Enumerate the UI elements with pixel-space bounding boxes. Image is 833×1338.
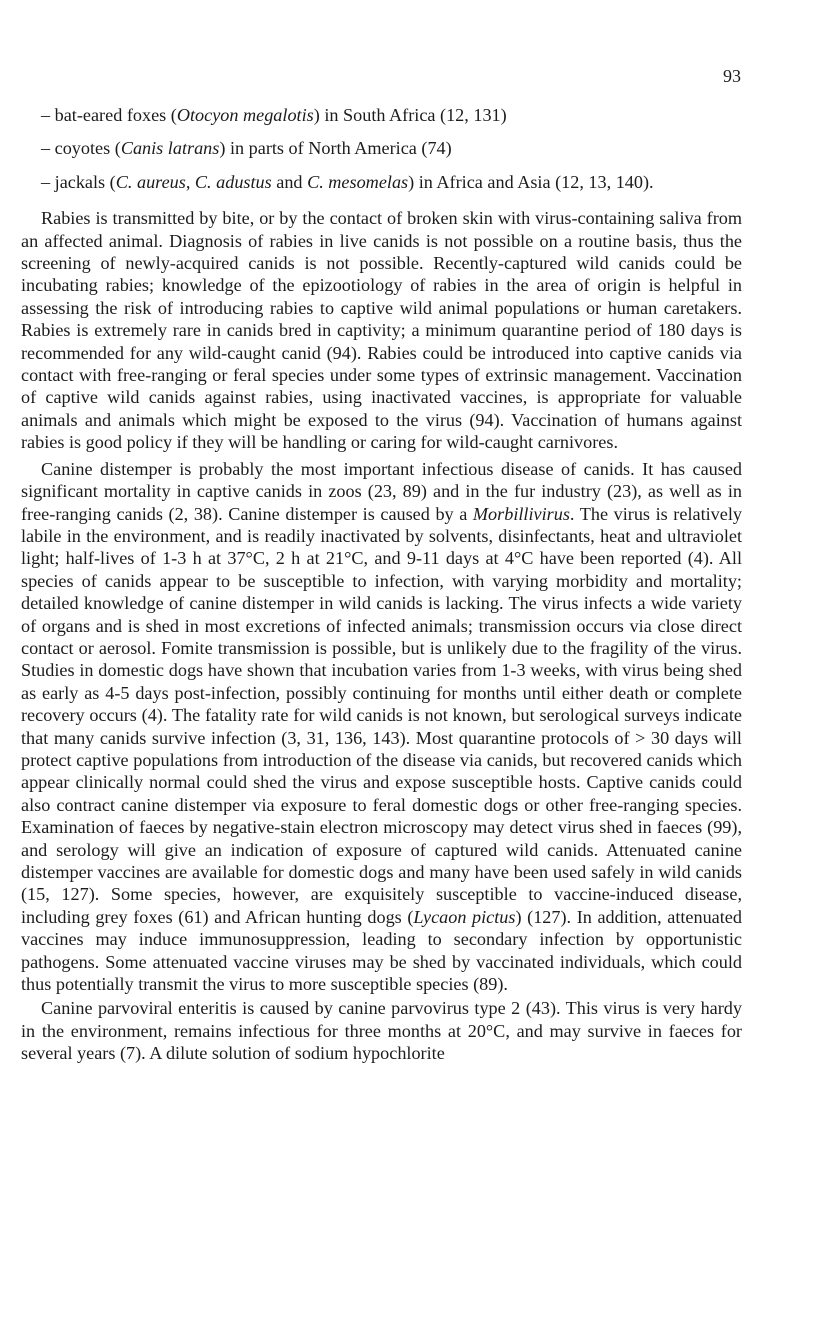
text-run: Canine distemper is probably the most important infectious disease of canids. It has caused significant mortality in captive canids in zoos (23, 89) and in the fur industry (23), as well as in free-ranging canids (2, 38). Canine distemper is caused by a: [21, 458, 742, 524]
paragraph-canine-parvovirus: [21, 997, 742, 1064]
page-body: [21, 104, 742, 1067]
italic-text: C. adustus: [194, 171, 272, 192]
text-run: ,: [185, 171, 195, 192]
text-run: – coyotes (: [41, 138, 121, 159]
italic-text: C. aureus: [115, 171, 186, 192]
text-run: and: [271, 171, 308, 192]
text-run: ) in Africa and Asia (12, 13, 140).: [408, 171, 654, 192]
text-run: – bat-eared foxes (: [41, 105, 177, 125]
page-number: 93: [723, 66, 741, 86]
text-run: – jackals (: [41, 171, 116, 192]
italic-text: Canis latrans: [120, 138, 220, 159]
italic-text: Otocyon megalotis: [176, 105, 314, 125]
italic-text: Lycaon pictus: [413, 906, 516, 927]
text-run: ) in parts of North America (74): [219, 138, 452, 159]
italic-text: Morbillivirus: [472, 503, 570, 524]
paragraph-canine-distemper: [21, 458, 742, 996]
paragraph-rabies: [21, 207, 742, 453]
bullet-item: [21, 104, 742, 126]
text-run: ) in South Africa (12, 131): [313, 105, 507, 125]
text-run: Canine parvoviral enteritis is caused by canine parvovirus type 2 (43). This virus is very hardy in the environment, remains infectious for three months at 20°C, and may survive in faeces for several years (7). A dilute solution of sodium hypochlorite: [21, 998, 742, 1064]
italic-text: C. mesomelas: [307, 171, 409, 192]
text-run: ) (127). In addition, attenuated vaccines may induce immunosuppression, leading to secondary infection by opportunistic pathogens. Some attenuated vaccine viruses may be shed by vaccinated individuals, which could thus potentially transmit the virus to more susceptible species (89).: [21, 906, 742, 995]
bullet-item: [21, 171, 742, 193]
bullet-item: [21, 137, 742, 159]
text-run: Rabies is transmitted by bite, or by the contact of broken skin with virus-containing saliva from an affected animal. Diagnosis of rabies in live canids is not possible on a routine basis, thus the screening of newly-acquired canids is not possible. Recently-captured wild canids could be incubating rabies; knowledge of the epizootiology of rabies in the area of origin is helpful in assessing the risk of introducing rabies to captive wild animal populations or human caretakers. Rabies is extremely rare in canids bred in captivity; a minimum quarantine period of 180 days is recommended for any wild-caught canid (94). Rabies could be introduced into captive canids via contact with free-ranging or feral species under some types of extrinsic management. Vaccination of captive wild canids against rabies, using inactivated vaccines, is appropriate for valuable animals and animals which might be exposed to the virus (94). Vaccination of humans against rabies is good policy if they will be handling or caring for wild-caught carnivores.: [21, 208, 742, 453]
text-run: . The virus is relatively labile in the environment, and is readily inactivated by solvents, disinfectants, heat and ultraviolet light; half-lives of 1-3 h at 37°C, 2 h at 21°C, and 9-11 days at 4°C have been reported (4). All species of canids appear to be susceptible to infection, with varying morbidity and mortality; detailed knowledge of canine distemper in wild canids is lacking. The virus infects a wide variety of organs and is shed in most excretions of infected animals; transmission occurs via close direct contact or aerosol. Fomite transmission is possible, but is unlikely due to the fragility of the virus. Studies in domestic dogs have shown that incubation varies from 1-3 weeks, with virus being shed as early as 4-5 days post-infection, possibly continuing for months until either death or complete recovery occurs (4). The fatality rate for wild canids is not known, but serological surveys indicate that many canids survive infection (3, 31, 136, 143). Most quarantine protocols of > 30 days will protect captive populations from introduction of the disease via canids, but recovered canids which appear clinically normal could shed the virus and expose susceptible hosts. Captive canids could also contract canine distemper via exposure to feral domestic dogs or other free-ranging species. Examination of faeces by negative-stain electron microscopy may detect virus shed in faeces (99), and serology will give an indication of exposure of captured wild canids. Attenuated canine distemper vaccines are available for domestic dogs and many have been used safely in wild canids (15, 127). Some species, however, are exquisitely susceptible to vaccine-induced disease, including grey foxes (61) and African hunting dogs (: [21, 503, 742, 927]
